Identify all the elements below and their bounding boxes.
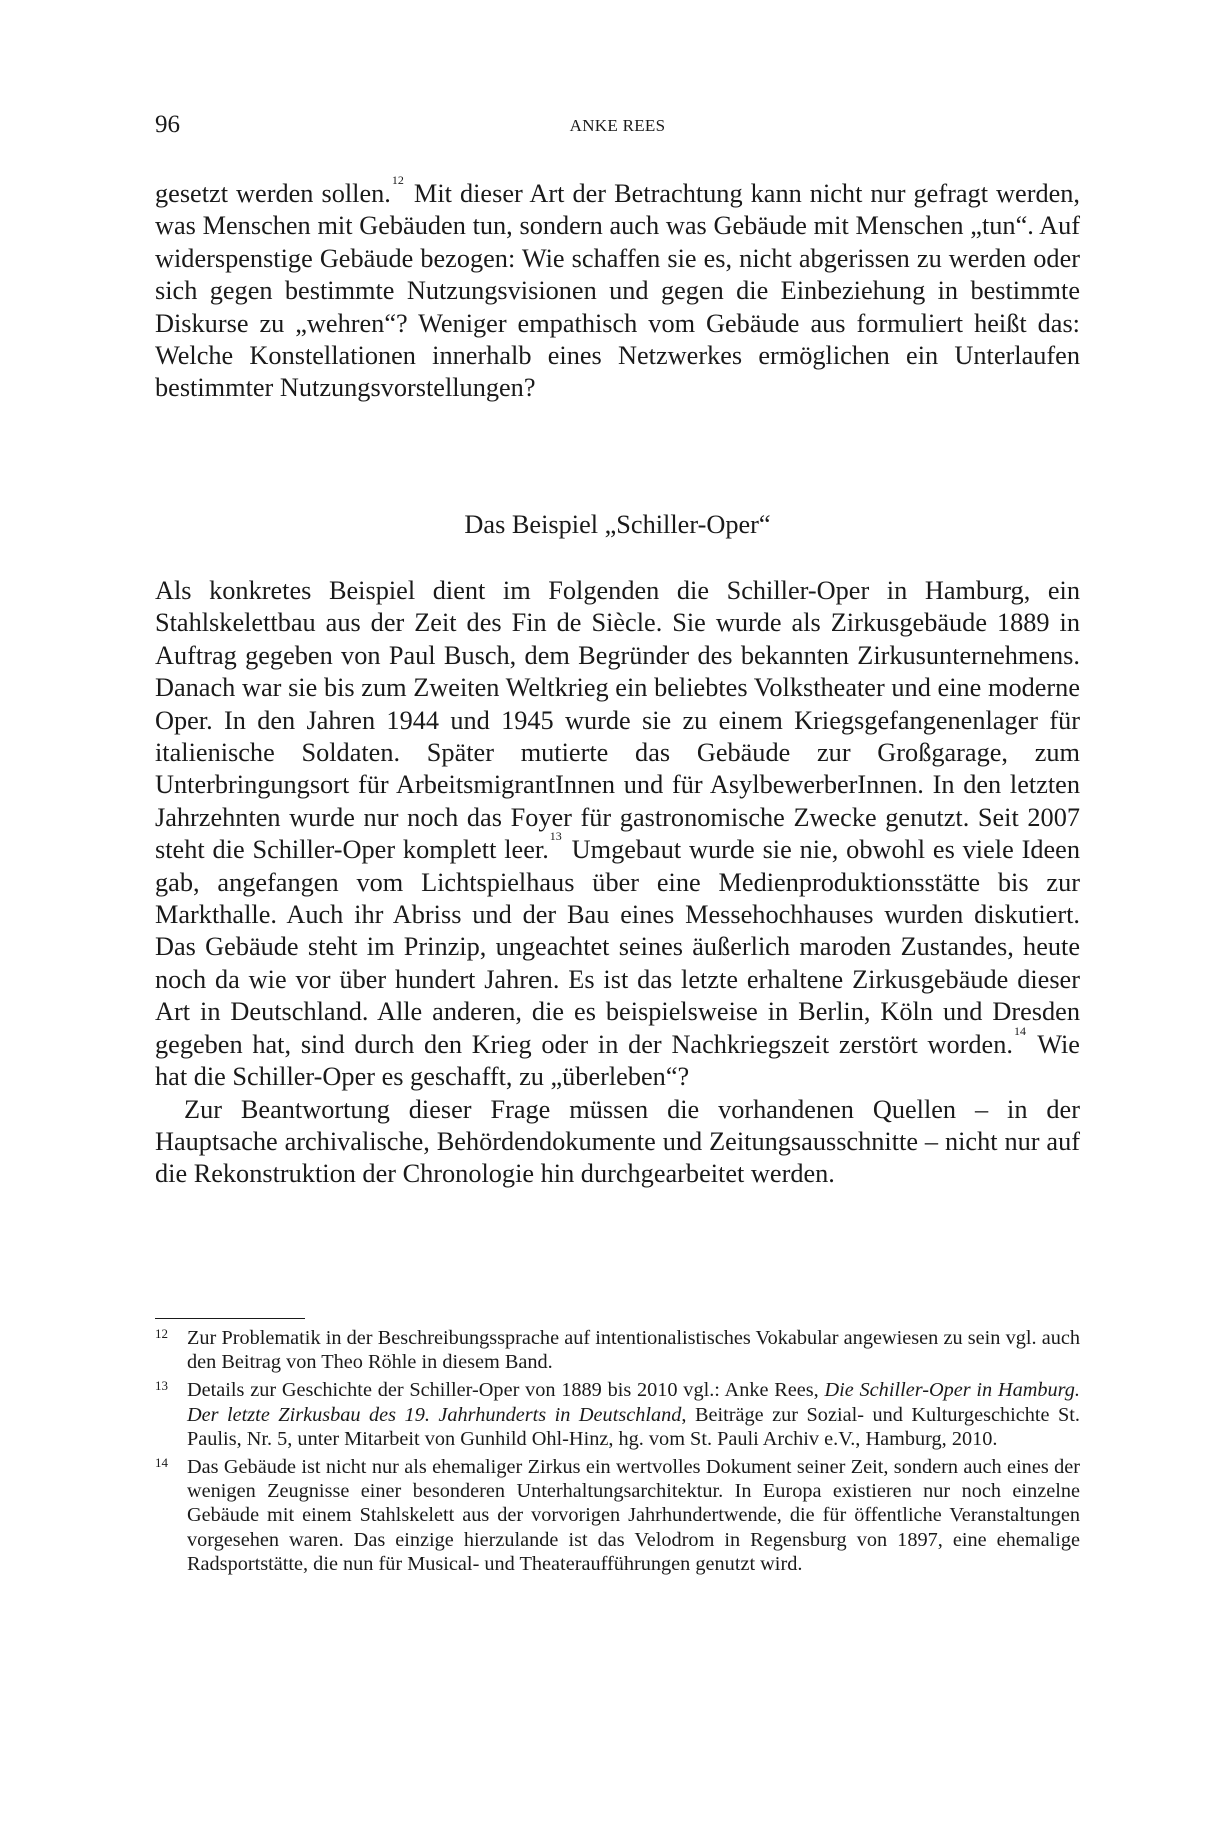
page-header [155,110,1080,144]
footnote-ref-14[interactable]: 14 [1013,1023,1026,1038]
footnote-12 [155,1326,1080,1374]
footnote-divider [155,1318,305,1319]
footnote-ref-13[interactable]: 13 [549,829,562,844]
footnote-text: Zur Problematik in der Beschreibungssprache auf intentionalistisches Vokabular angewiesen zu sein vgl. auch den Beitrag von Theo Röhle in diesem Band. [187,1327,1080,1374]
intro-text-2: Mit dieser Art der Betrachtung kann nicht nur gefragt werden, was Menschen mit Gebäuden tun, sondern auch was Gebäude mit Menschen „tun“. Auf widerspenstige Gebäude bezogen: Wie schaffen sie es, nicht abgerissen zu werden oder sich gegen bestimmte Nutzungsvisionen und gegen die Einbeziehung in bestimmte Diskurse zu „wehren“? Weniger empathisch vom Gebäude aus formuliert heißt das: Welche Konstellationen innerhalb eines Netzwerkes ermöglichen ein Unterlaufen bestimmter Nutzungsvorstellungen? [155,179,1081,403]
section-p1-text-1: Als konkretes Beispiel dient im Folgenden die Schiller-Oper in Hamburg, ein Stahlskelettbau aus der Zeit des Fin de Siècle. Sie wurde als Zirkusgebäude 1889 in Auftrag gegeben von Paul Busch, dem Begründer des bekannten Zirkusunternehmens. Danach war sie bis zum Zweiten Weltkrieg ein beliebtes Volkstheater und eine moderne Oper. In den Jahren 1944 und 1945 wurde sie zu einem Kriegsgefangenenlager für italienische Soldaten. Später mutierte das Gebäude zur Großgarage, zum Unterbringungsort für ArbeitsmigrantInnen und für AsylbewerberInnen. In den letzten Jahrzehnten wurde nur noch das Foyer für gastronomische Zwecke genutzt. Seit 2007 steht die Schiller-Oper komplett leer. [155,576,1080,865]
footnote-number: 13 [155,1378,168,1394]
section-paragraph-1 [155,575,1080,1094]
footnotes [155,1326,1080,1580]
running-head: ANKE REES [569,116,666,135]
footnote-number: 14 [155,1455,168,1471]
footnote-text-a: Details zur Geschichte der Schiller-Oper von 1889 bis 2010 vgl.: Anke Rees, [187,1379,825,1402]
section-p1-text-3: Wie hat die Schiller-Oper es geschafft, zu „überleben“? [155,1029,1080,1092]
footnote-number: 12 [155,1326,168,1341]
footnote-text-b: , Beiträge zur Sozial- und Kulturgeschichte St. Paulis, Nr. 5, unter Mitarbeit von Gunhild Ohl-Hinz, hg. vom St. Pauli Archiv e.V., Hamburg, 2010. [187,1403,1080,1450]
footnote-14 [155,1455,1080,1576]
footnote-book-title: Die Schiller-Oper in Hamburg. Der letzte Zirkusbau des 19. Jahrhunderts in Deutschland [187,1379,1080,1426]
footnote-13 [155,1378,1080,1451]
section-body [155,575,1080,1191]
intro-paragraph [155,173,1081,405]
section-paragraph-2: Zur Beantwortung dieser Frage müssen die vorhandenen Quellen – in der Hauptsache archivalische, Behördendokumente und Zeitungsausschnitte – nicht nur auf die Rekonstruktion der Chronologie hin durchgearbeitet werden. [155,1094,1080,1189]
section-p1-text-2: Umgebaut wurde sie nie, obwohl es viele Ideen gab, angefangen vom Lichtspielhaus über eine Medienproduktionsstätte bis zur Markthalle. Auch ihr Abriss und der Bau eines Messehochhauses wurden diskutiert. Das Gebäude steht im Prinzip, ungeachtet seines äußerlich maroden Zustandes, heute noch da wie vor über hundert Jahren. Es ist das letzte erhaltene Zirkusgebäude dieser Art in Deutschland. Alle anderen, die es beispielsweise in Berlin, Köln und Dresden gegeben hat, sind durch den Krieg oder in der Nachkriegszeit zerstört worden. [155,835,1080,1059]
footnote-text: Das Gebäude ist nicht nur als ehemaliger Zirkus ein wertvolles Dokument seiner Zeit, sondern auch eines der wenigen Zeugnisse einer besonderen Unterhaltungsarchitektur. In Europa existieren nur noch einzelne Gebäude mit einem Stahlskelett aus der vorvorigen Jahrhundertwende, die für öffentliche Veranstaltungen vorgesehen waren. Das einzige hierzulande ist das Velodrom in Regensburg von 1897, eine ehemalige Radsportstätte, die nun für Musical- und Theateraufführungen genutzt wird. [187,1456,1080,1575]
page-number: 96 [155,111,180,138]
section-heading: Das Beispiel „Schiller-Oper“ [464,510,771,539]
footnote-ref-12[interactable]: 12 [391,173,404,187]
intro-text-1: gesetzt werden sollen. [155,179,391,208]
